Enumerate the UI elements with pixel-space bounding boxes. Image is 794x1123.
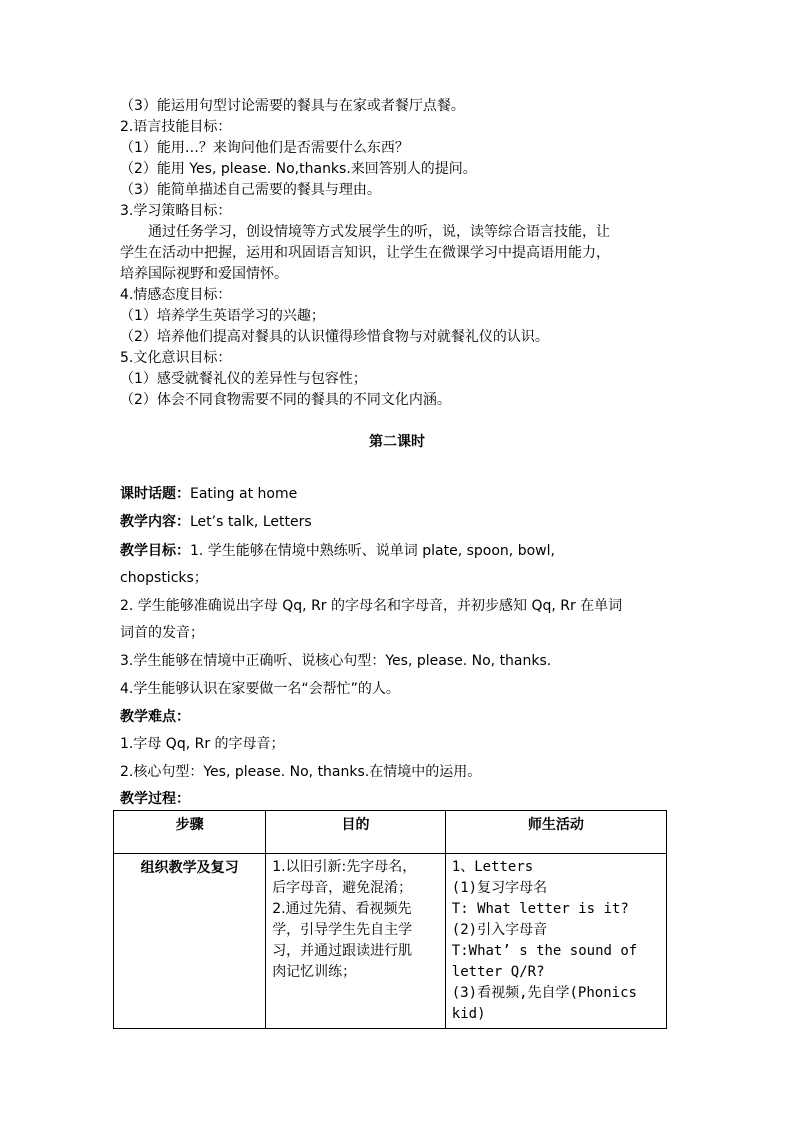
purpose-line: 2.通过先猜、看视频先 (272, 901, 412, 917)
goal-4: 4.学生能够认识在家要做一名“会帮忙”的人。 (120, 681, 400, 697)
purpose-line: 学，引导学生先自主学 (272, 922, 413, 938)
activity-line: kid) (451, 1006, 486, 1022)
purpose-line: 后字母音，避免混淆； (272, 880, 413, 896)
goal-1b: chopsticks； (120, 570, 208, 586)
strategy-line-3: 培养国际视野和爱国情怀。 (120, 266, 288, 282)
header-step: 步骤 (114, 811, 266, 854)
emotion-item-2: （2）培养他们提高对餐具的认识懂得珍惜食物与对就餐礼仪的认识。 (120, 329, 549, 345)
content-line (120, 512, 312, 532)
difficulty-label: 教学难点： (120, 709, 190, 725)
purpose-line: 习，并通过跟读进行肌 (272, 943, 413, 959)
row1-purpose (266, 854, 446, 1029)
process-table (113, 810, 667, 1029)
content-value: Let’s talk, Letters (190, 514, 312, 530)
activity-line: T: What letter is it? (451, 901, 629, 917)
skill-heading: 2.语言技能目标： (120, 119, 232, 135)
goal-2a: 2. 学生能够准确说出字母 Qq, Rr 的字母名和字母音，并初步感知 Qq, Rr 在单词 (120, 598, 623, 614)
row1-activity (445, 854, 666, 1029)
activity-line: letter Q/R? (451, 964, 545, 980)
skill-item-2: （2）能用 Yes, please. No,thanks.来回答别人的提问。 (120, 161, 477, 177)
strategy-line-2: 学生在活动中把握，运用和巩固语言知识，让学生在微课学习中提高语用能力， (120, 245, 610, 261)
strategy-heading: 3.学习策略目标： (120, 203, 232, 219)
difficulty-2: 2.核心句型：Yes, please. No, thanks.在情境中的运用。 (120, 764, 482, 780)
activity-line: (2)引入字母音 (451, 922, 548, 938)
row1-step: 组织教学及复习 (114, 854, 266, 1029)
activity-line: (3)看视频,先自学(Phonics (451, 985, 637, 1001)
purpose-line: 肉记忆训练； (272, 964, 357, 980)
goal-label: 教学目标： (120, 543, 190, 559)
topic-line (120, 484, 297, 504)
emotion-heading: 4.情感态度目标： (120, 287, 232, 303)
goal-line-1 (120, 541, 555, 561)
table-row (114, 854, 667, 1029)
activity-line: 1、Letters (451, 859, 534, 875)
content-label: 教学内容： (120, 514, 190, 530)
goal-2b: 词首的发音； (120, 625, 204, 641)
header-purpose: 目的 (266, 811, 446, 854)
goal-3: 3.学生能够在情境中正确听、说核心句型：Yes, please. No, thanks. (120, 653, 552, 669)
activity-line: T:What’ s the sound of (451, 943, 638, 959)
skill-item-3: （3）能简单描述自己需要的餐具与理由。 (120, 182, 381, 198)
table-header-row (114, 811, 667, 854)
header-activity: 师生活动 (445, 811, 666, 854)
emotion-item-1: （1）培养学生英语学习的兴趣； (120, 308, 325, 324)
strategy-line-1: 通过任务学习，创设情境等方式发展学生的听，说，读等综合语言技能，让 (120, 224, 610, 240)
objective-item-3: （3）能运用句型讨论需要的餐具与在家或者餐厅点餐。 (120, 98, 465, 114)
topic-value: Eating at home (190, 486, 298, 502)
goal-1a: 1. 学生能够在情境中熟练听、说单词 plate, spoon, bowl, (190, 543, 555, 559)
culture-item-2: （2）体会不同食物需要不同的餐具的不同文化内涵。 (120, 392, 451, 408)
process-label: 教学过程： (120, 791, 190, 807)
activity-line: (1)复习字母名 (451, 880, 548, 896)
skill-item-1: （1）能用…？来询问他们是否需要什么东西？ (120, 140, 409, 156)
purpose-line: 1.以旧引新:先字母名， (272, 859, 417, 875)
difficulty-1: 1.字母 Qq, Rr 的字母音； (120, 736, 285, 752)
topic-label: 课时话题： (120, 486, 190, 502)
culture-heading: 5.文化意识目标： (120, 350, 232, 366)
lesson-title: 第二课时 (369, 434, 425, 450)
culture-item-1: （1）感受就餐礼仪的差异性与包容性； (120, 371, 367, 387)
